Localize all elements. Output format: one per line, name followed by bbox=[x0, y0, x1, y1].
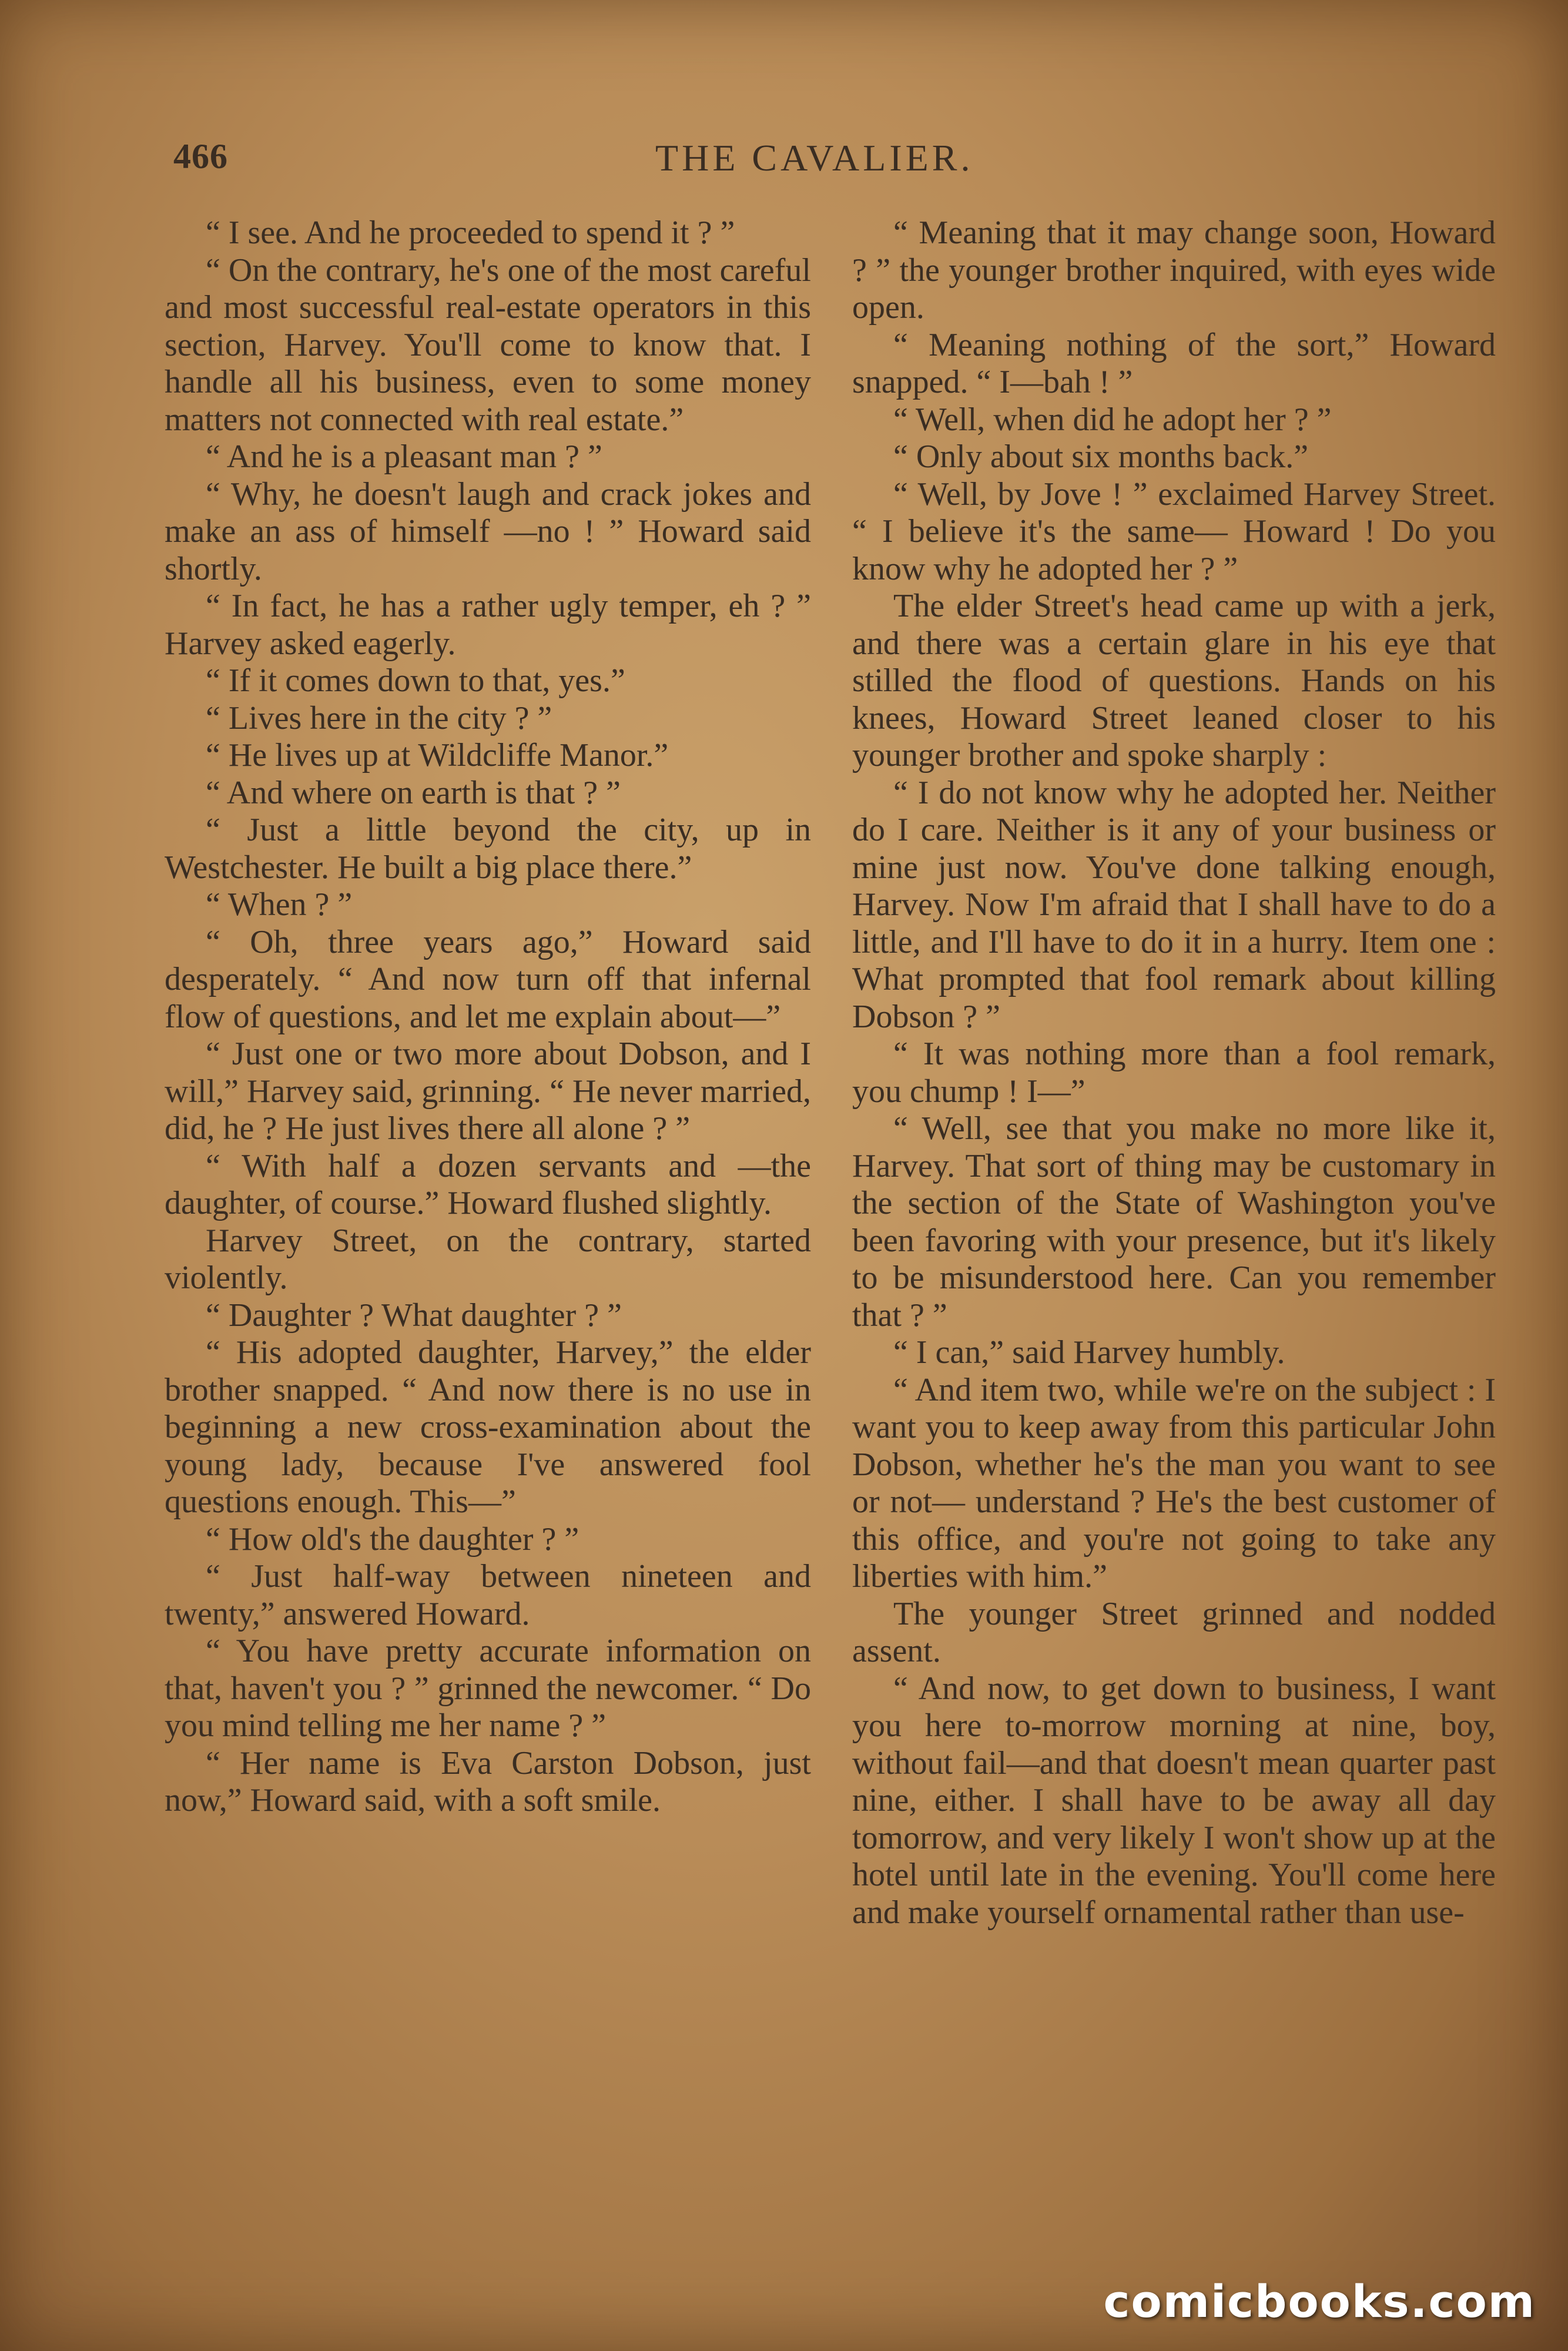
paragraph: “ I can,” said Harvey humbly. bbox=[893, 1334, 1285, 1371]
paragraph: “ Her name is Eva Carston Dobson, just now,” Howard said, with a soft smile. bbox=[165, 1744, 811, 1818]
paragraph: “ Just half-way between nineteen and twenty,” answered Howard. bbox=[165, 1558, 811, 1632]
paragraph: “ And where on earth is that ? ” bbox=[206, 774, 621, 811]
paragraph: “ Meaning that it may change soon, Howard ? ” the younger brother inquired, with eyes wide open. bbox=[852, 215, 1496, 326]
paragraph: “ If it comes down to that, yes.” bbox=[206, 662, 625, 699]
paragraph: “ And now, to get down to business, I want you here to-morrow morning at nine, boy, without fail—and that doesn't mean quarter past nine, either. I shall have to be away all day tomorrow, and very likely I won't show up at the hotel until late in the evening. You'll come here and make yourself ornamental rather than use- bbox=[852, 1670, 1496, 1931]
paragraph: “ And he is a pleasant man ? ” bbox=[206, 438, 602, 475]
page-number: 466 bbox=[173, 137, 228, 176]
paragraph: Harvey Street, on the contrary, started violently. bbox=[165, 1222, 811, 1296]
paragraph: “ Well, by Jove ! ” exclaimed Harvey Street. “ I believe it's the same— Howard ! Do you know why he adopted her ? ” bbox=[852, 475, 1496, 587]
paragraph: “ When ? ” bbox=[206, 886, 353, 923]
paragraph: “ And item two, while we're on the subject : I want you to keep away from this particular John Dobson, whether he's the man you want to see or not— understand ? He's the best customer of this office, and you're not going to take any liberties with him.” bbox=[852, 1371, 1496, 1595]
text-column-left bbox=[165, 215, 811, 1820]
paragraph: The younger Street grinned and nodded assent. bbox=[852, 1595, 1496, 1669]
paragraph: “ I do not know why he adopted her. Neither do I care. Neither is it any of your business or mine just now. You've done talking enough, Harvey. Now I'm afraid that I shall have to do a little, and I'll have to do it in a hurry. Item one : What prompted that fool remark about killing Dobson ? ” bbox=[852, 774, 1496, 1035]
paragraph: “ Daughter ? What daughter ? ” bbox=[206, 1297, 622, 1334]
paragraph: “ His adopted daughter, Harvey,” the elder brother snapped. “ And now there is no use in beginning a new cross-examination about the young lady, because I've answered fool questions enough. This—” bbox=[165, 1334, 811, 1520]
paragraph: “ Only about six months back.” bbox=[893, 438, 1309, 475]
paragraph: “ Oh, three years ago,” Howard said desperately. “ And now turn off that infernal flow of questions, and let me explain about—” bbox=[165, 923, 811, 1035]
paragraph: “ How old's the daughter ? ” bbox=[206, 1521, 579, 1558]
watermark: comicbooks.com bbox=[1103, 2275, 1536, 2327]
paragraph: “ Just a little beyond the city, up in Westchester. He built a big place there.” bbox=[165, 812, 811, 886]
paragraph: “ Meaning nothing of the sort,” Howard snapped. “ I—bah ! ” bbox=[852, 326, 1496, 400]
running-head: THE CAVALIER. bbox=[655, 137, 974, 179]
page-header bbox=[173, 136, 1502, 189]
paragraph: “ Well, when did he adopt her ? ” bbox=[893, 401, 1332, 438]
paragraph: “ On the contrary, he's one of the most careful and most successful real-estate operators in this section, Harvey. You'll come to know that. I handle all his business, even to some money matters not connected with real estate.” bbox=[165, 252, 811, 438]
paragraph: “ Why, he doesn't laugh and crack jokes and make an ass of himself —no ! ” Howard said shortly. bbox=[165, 475, 811, 587]
paragraph: “ It was nothing more than a fool remark, you chump ! I—” bbox=[852, 1036, 1496, 1110]
paragraph: “ Well, see that you make no more like it, Harvey. That sort of thing may be customary in the section of the State of Washington you've been favoring with your presence, but it's likely to be misunderstood here. Can you remember that ? ” bbox=[852, 1110, 1496, 1334]
paragraph: “ He lives up at Wildcliffe Manor.” bbox=[206, 737, 669, 773]
paragraph: “ With half a dozen servants and —the daughter, of course.” Howard flushed slightly. bbox=[165, 1147, 811, 1221]
text-column-right bbox=[852, 215, 1496, 1931]
paragraph: “ Lives here in the city ? ” bbox=[206, 699, 552, 736]
paragraph: “ You have pretty accurate information on that, haven't you ? ” grinned the newcomer. “ Do you mind telling me her name ? ” bbox=[165, 1633, 811, 1744]
paragraph: The elder Street's head came up with a jerk, and there was a certain glare in his eye that stilled the flood of questions. Hands on his knees, Howard Street leaned closer to his younger brother and spoke sharply : bbox=[852, 588, 1496, 773]
paragraph: “ In fact, he has a rather ugly temper, eh ? ” Harvey asked eagerly. bbox=[165, 588, 811, 662]
paragraph: “ Just one or two more about Dobson, and I will,” Harvey said, grinning. “ He never married, did, he ? He just lives there all alone ? ” bbox=[165, 1036, 811, 1147]
paragraph: “ I see. And he proceeded to spend it ? ” bbox=[206, 215, 735, 251]
